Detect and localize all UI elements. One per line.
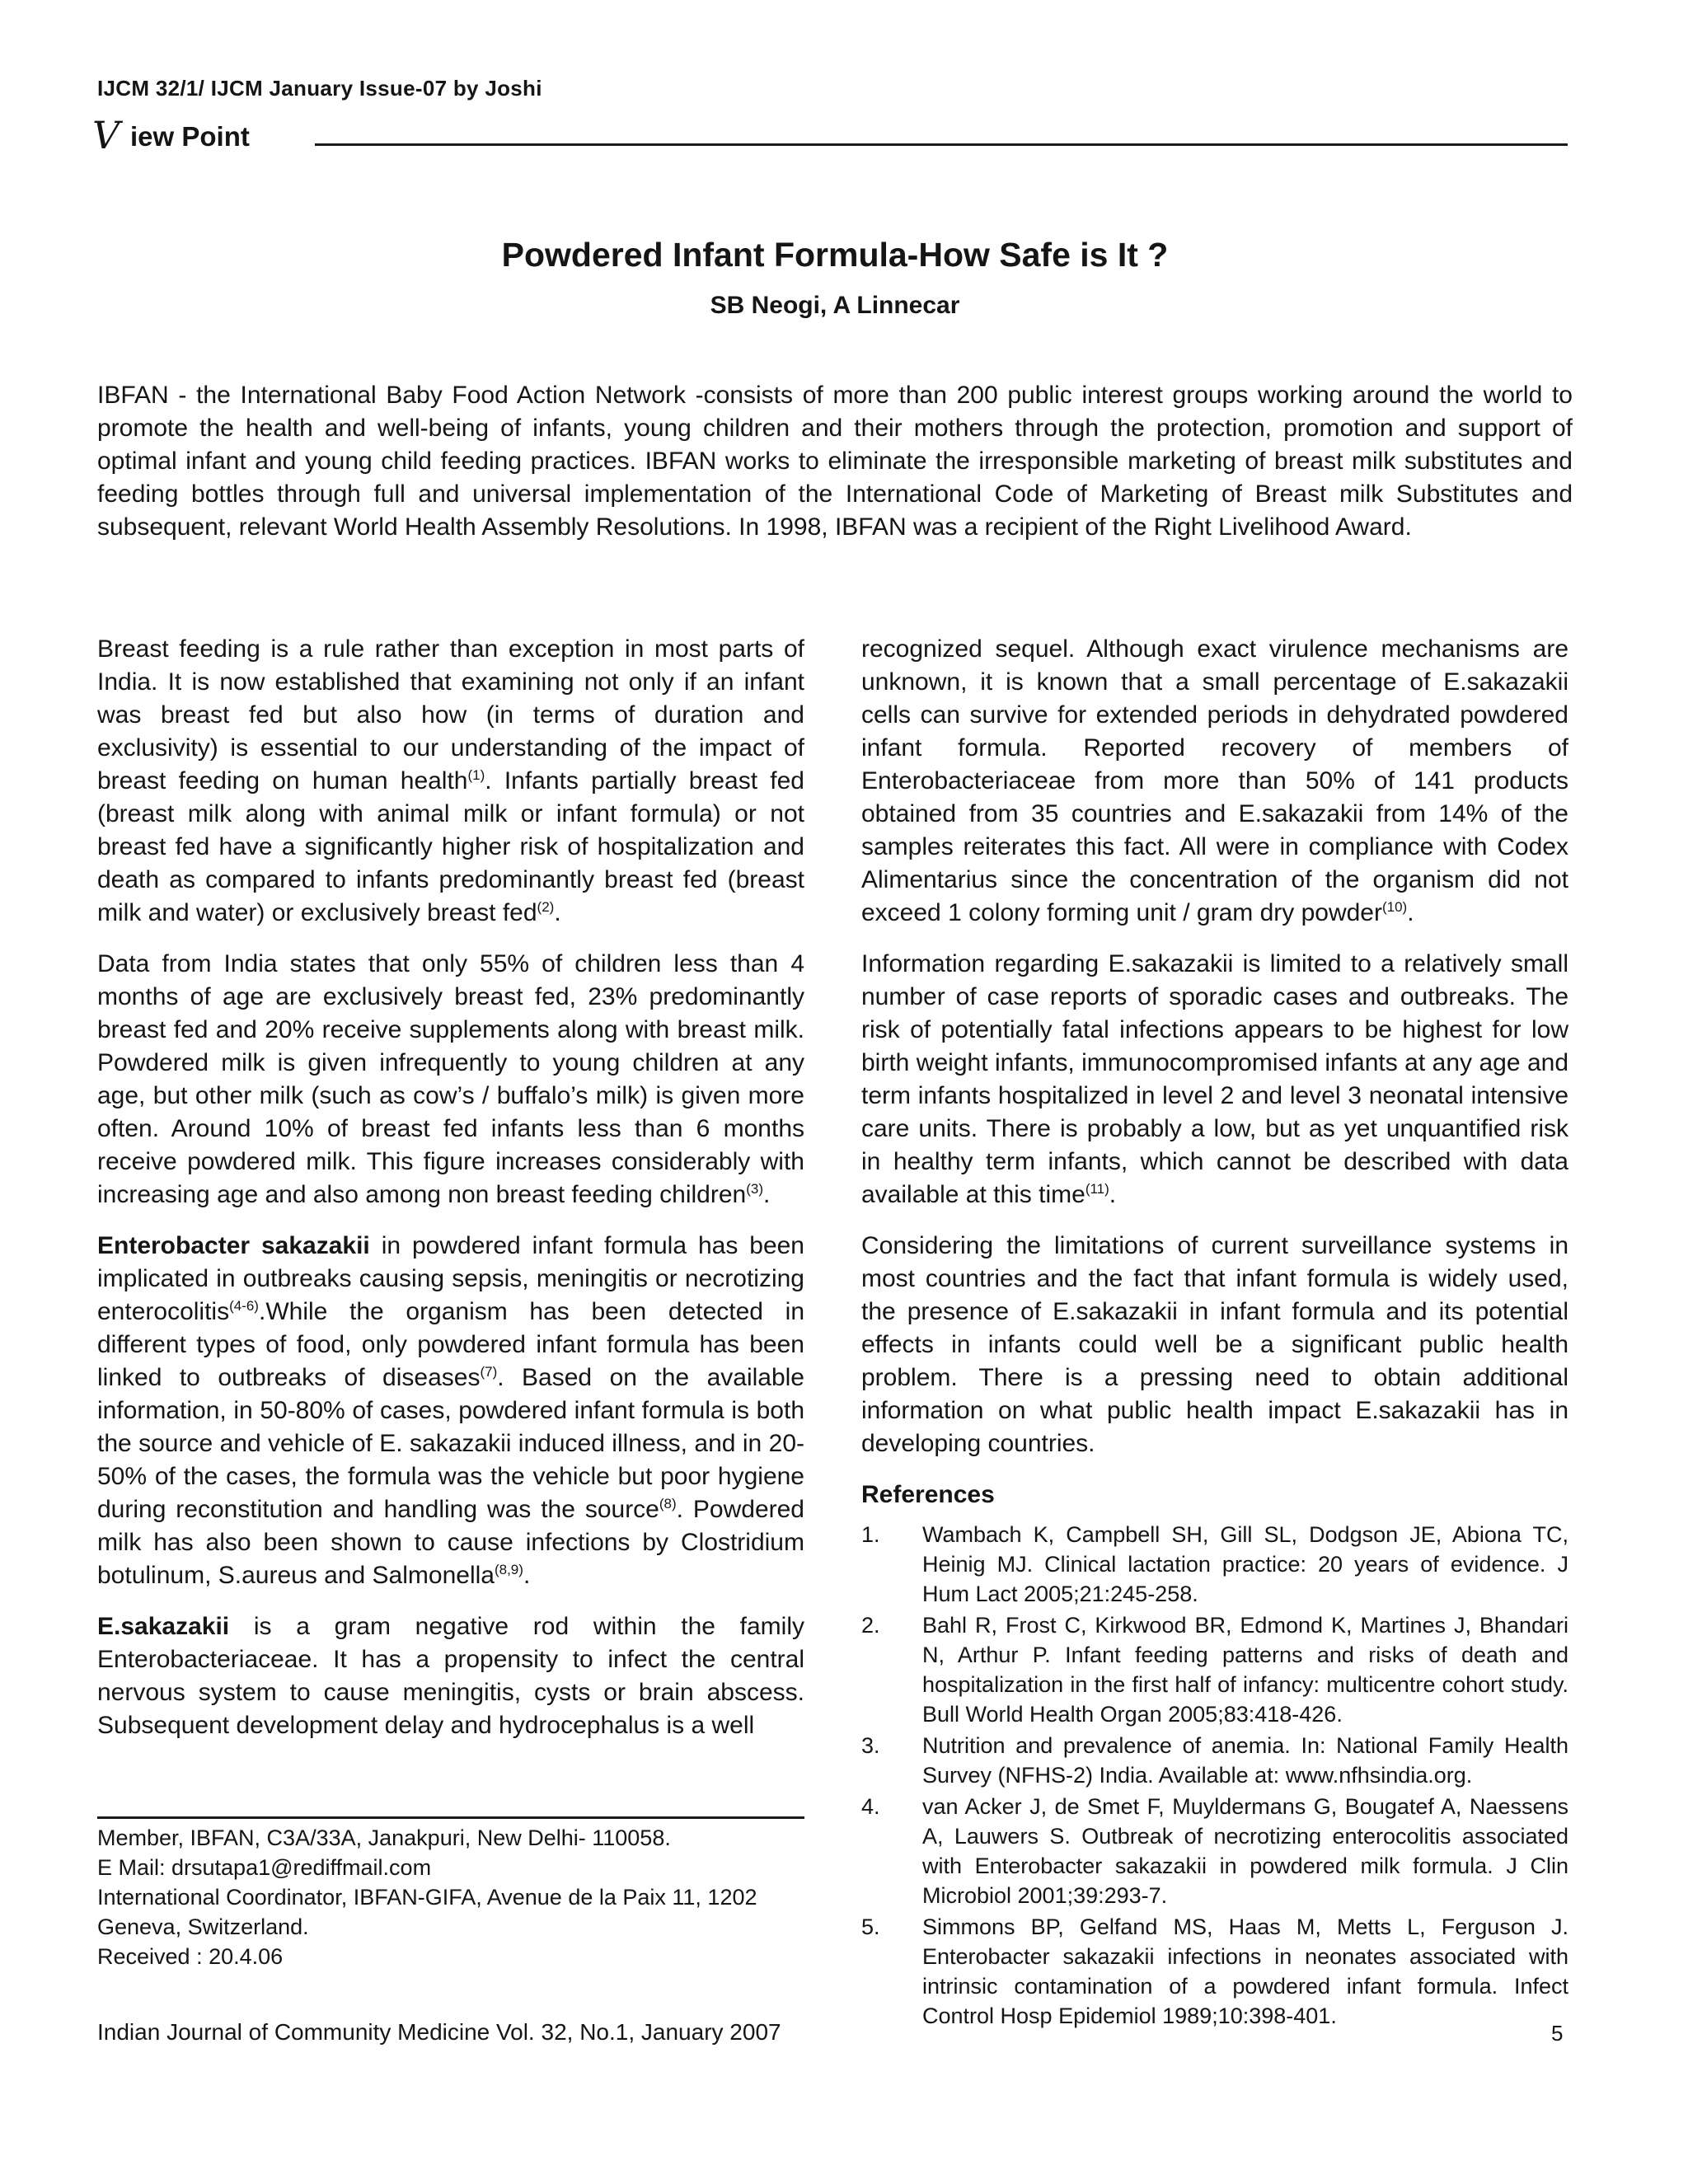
citation: (4-6) [229,1298,259,1314]
paragraph-2: Data from India states that only 55% of children less than 4 months of age are exclusively breast fed, 23% predominantly breast fed and 20% receive supplements along with breast milk. Powdered milk is given infrequently to young children at any age, but other milk (such as cow’s / buffalo’s milk) is given more often. Around 10% of breast fed infants less than 6 months receive powdered milk. This figure increases considerably with increasing age and also among non breast feeding children$^{(3)}$. [97,950,804,1208]
article-authors: SB Neogi, A Linnecar [710,292,960,319]
references-list [861,1520,1568,2031]
article-title: Powdered Infant Formula-How Safe is It ? [501,236,1169,274]
citation: (11) [1085,1181,1109,1197]
citation: (2) [537,899,555,915]
section-header [92,115,1568,155]
footnotes [97,1823,804,1971]
paragraph-5: Information regarding E.sakazakii is limited to a relatively small number of case reports of sporadic cases and outbreaks. The risk of potentially fatal infections appears to be highest for low birth weight infants, immunocompromised infants at any age and term infants hospitalized in level 2 and level 3 neonatal intensive care units. There is probably a low, but as yet unquantified risk in healthy term infants, which cannot be described with data available at this time$^{(11)}$. [861,950,1568,1208]
citation: (8,9) [494,1562,523,1577]
running-head: IJCM 32/1/ IJCM January Issue-07 by Joshi [97,76,542,101]
footnote-affiliation: Member, IBFAN, C3A/33A, Janakpuri, New Delhi- 110058. [97,1825,671,1850]
section-label: iew Point [130,121,250,152]
reference-item: 2. Bahl R, Frost C, Kirkwood BR, Edmond K, Martines J, Bhandari N, Arthur P. Infant feeding patterns and risks of death and hospitalization in the first half of infancy: multicentre cohort study. Bull World Health Organ 2005;83:418-426. [861,1613,1568,1727]
section-initial: V [92,113,120,157]
citation: (1) [467,767,485,783]
citation: (7) [480,1364,498,1380]
footnote-received: Received : 20.4.06 [97,1944,284,1969]
left-column [97,633,804,1760]
section-rule [315,143,1568,146]
paragraph-4-start: E.sakazakii is a gram negative rod within the family Enterobacteriaceae. It has a propensity to infect the central nervous system to cause meningitis, cysts or brain abscess. Subsequent development delay and hydrocephalus is a well [97,1613,804,1739]
paragraph-6: Considering the limitations of current surveillance systems in most countries and the fact that infant formula is widely used, the presence of E.sakazakii in infant formula and its potential effects in infants could well be a significant public health problem. There is a pressing need to obtain additional information on what public health impact E.sakazakii has in developing countries. [861,1232,1568,1457]
citation: (8) [659,1496,677,1511]
paragraph-1: Breast feeding is a rule rather than exception in most parts of India. It is now established that examining not only if an infant was breast fed but also how (in terms of duration and exclusivity) is essential to our understanding of the impact of breast feeding on human health$^{(1)}$. Infants partially breast fed (breast milk along with animal milk or infant formula) or not breast fed have a significantly higher risk of hospitalization and death as compared to infants predominantly breast fed (breast milk and water) or exclusively breast fed$^{(2)}$. [97,635,804,926]
right-column [861,633,1568,2032]
reference-item: 1. Wambach K, Campbell SH, Gill SL, Dodgson JE, Abiona TC, Heinig MJ. Clinical lactation practice: 20 years of evidence. J Hum Lact 2005;21:245-258. [861,1522,1568,1606]
citation: (10) [1381,899,1408,915]
footnote-rule [97,1816,804,1819]
journal-footer: Indian Journal of Community Medicine Vol. 32, No.1, January 2007 [97,2019,781,2045]
references-heading: References [861,1481,995,1508]
term-enterobacter: Enterobacter sakazakii [97,1232,370,1259]
term-esakazakii: E.sakazakii [97,1613,230,1640]
paragraph-3: Enterobacter sakazakii in powdered infant formula has been implicated in outbreaks causing sepsis, meningitis or necrotizing enterocolitis$^{(4-6)}$.While the organism has been detected in different types of food, only powdered infant formula has been linked to outbreaks of diseases$^{(7)}$. Based on the available information, in 50-80% of cases, powdered infant formula is both the source and vehicle of E. sakazakii induced illness, and in 20-50% of the cases, the formula was the vehicle but poor hygiene during reconstitution and handling was the source$^{(8)}$. Powdered milk has also been shown to cause infections by Clostridium botulinum, S.aureus and Salmonella$^{(8,9)}$. [97,1232,804,1589]
reference-item: 5. Simmons BP, Gelfand MS, Haas M, Metts L, Ferguson J. Enterobacter sakazakii infections in neonates associated with intrinsic contamination of a powdered infant formula. Infect Control Hosp Epidemiol 1989;10:398-401. [861,1915,1568,2028]
abstract: IBFAN - the International Baby Food Action Network -consists of more than 200 public interest groups working around the world to promote the health and well-being of infants, young children and their mothers through the protection, promotion and support of optimal infant and young child feeding practices. IBFAN works to eliminate the irresponsible marketing of breast milk substitutes and feeding bottles through full and universal implementation of the International Code of Marketing of Breast milk Substitutes and subsequent, relevant World Health Assembly Resolutions. In 1998, IBFAN was a recipient of the Right Livelihood Award. [97,382,1573,541]
reference-item: 4. van Acker J, de Smet F, Muyldermans G, Bougatef A, Naessens A, Lauwers S. Outbreak of necrotizing enterocolitis associated with Enterobacter sakazakii in powdered milk formula. J Clin Microbiol 2001;39:293-7. [861,1794,1568,1908]
paragraph-4-cont: recognized sequel. Although exact virulence mechanisms are unknown, it is known that a small percentage of E.sakazakii cells can survive for extended periods in dehydrated powdered infant formula. Reported recovery of members of Enterobacteriaceae from more than 50% of 141 products obtained from 35 countries and E.sakazakii from 14% of the samples reiterates this fact. All were in compliance with Codex Alimentarius since the concentration of the organism did not exceed 1 colony forming unit / gram dry powder$^{(10)}$. [861,635,1568,926]
reference-item: 3. Nutrition and prevalence of anemia. In: National Family Health Survey (NFHS-2) India. Available at: www.nfhsindia.org. [861,1733,1568,1788]
page-number: 5 [1551,2021,1564,2046]
footnote-email: E Mail: drsutapa1@rediffmail.com [97,1855,432,1880]
citation: (3) [746,1181,763,1197]
footnote-coordinator: International Coordinator, IBFAN-GIFA, Avenue de la Paix 11, 1202 Geneva, Switzerland. [97,1885,757,1939]
